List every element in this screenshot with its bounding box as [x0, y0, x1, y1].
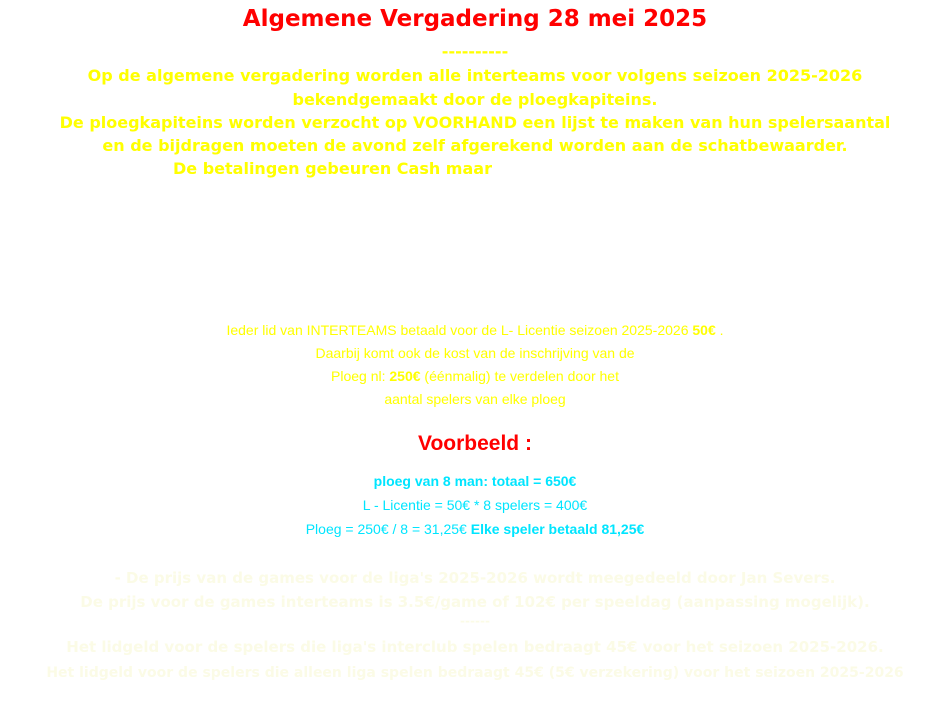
- voorbeeld-line-1: ploeg van 8 man: totaal = 650€: [373, 473, 577, 489]
- page-title: Algemene Vergadering 28 mei 2025: [242, 6, 708, 32]
- licentie-line-2: Daarbij komt ook de kost van de inschrijving van de: [315, 345, 635, 361]
- intro-line-2: bekendgemaakt door de ploegkapiteins.: [292, 90, 658, 109]
- intro-line-5: De betalingen gebeuren Cash maar: [173, 159, 492, 178]
- licentie-line-3: [0, 368, 950, 384]
- licentie-line-3-end: (éénmalig) te verdelen door het: [420, 368, 619, 384]
- title-separator: ----------: [441, 42, 509, 61]
- licentie-line-4: aantal spelers van elke ploeg: [384, 391, 566, 407]
- footer-line-4: Het lidgeld voor de spelers die liga's interclub spelen bedraagt 45€ voor het seizoen 2025-2026.: [66, 638, 884, 656]
- licentie-line-3-text: Ploeg nl:: [331, 368, 390, 384]
- voorbeeld-line-2: L - Licentie = 50€ * 8 spelers = 400€: [362, 497, 588, 513]
- ploeg-amount: 250€: [389, 368, 421, 384]
- footer-line-2: De prijs voor de games interteams is 3.5€/game of 102€ per speeldag (aanpassing mogelijk).: [80, 593, 870, 611]
- footer-line-1: - De prijs van de games voor de liga's 2025-2026 wordt meegedeeld door Jan Severs.: [114, 569, 836, 587]
- licentie-line-1-text: Ieder lid van INTERTEAMS betaald voor de L- Licentie seizoen 2025-2026: [226, 322, 693, 338]
- intro-line-4: en de bijdragen moeten de avond zelf afgerekend worden aan de schatbewaarder.: [102, 136, 848, 155]
- voorbeeld-line-3-text: Ploeg = 250€ / 8 = 31,25€: [305, 521, 471, 537]
- intro-line-1: Op de algemene vergadering worden alle interteams voor volgens seizoen 2025-2026: [87, 66, 863, 85]
- licentie-amount: 50€: [692, 322, 716, 338]
- voorbeeld-heading: Voorbeeld :: [418, 432, 532, 455]
- footer-line-5: Het lidgeld voor de spelers die alleen liga spelen bedraagt 45€ (5€ verzekering) voor het seizoen 2025-2026: [46, 665, 904, 681]
- footer-separator: ------: [460, 614, 490, 628]
- licentie-line-1-end: .: [715, 322, 724, 338]
- intro-line-3: De ploegkapiteins worden verzocht op VOORHAND een lijst te maken van hun spelersaantal: [59, 113, 891, 132]
- licentie-line-1: [0, 322, 950, 338]
- voorbeeld-total: Elke speler betaald 81,25€: [470, 521, 645, 537]
- voorbeeld-line-3: [0, 521, 950, 537]
